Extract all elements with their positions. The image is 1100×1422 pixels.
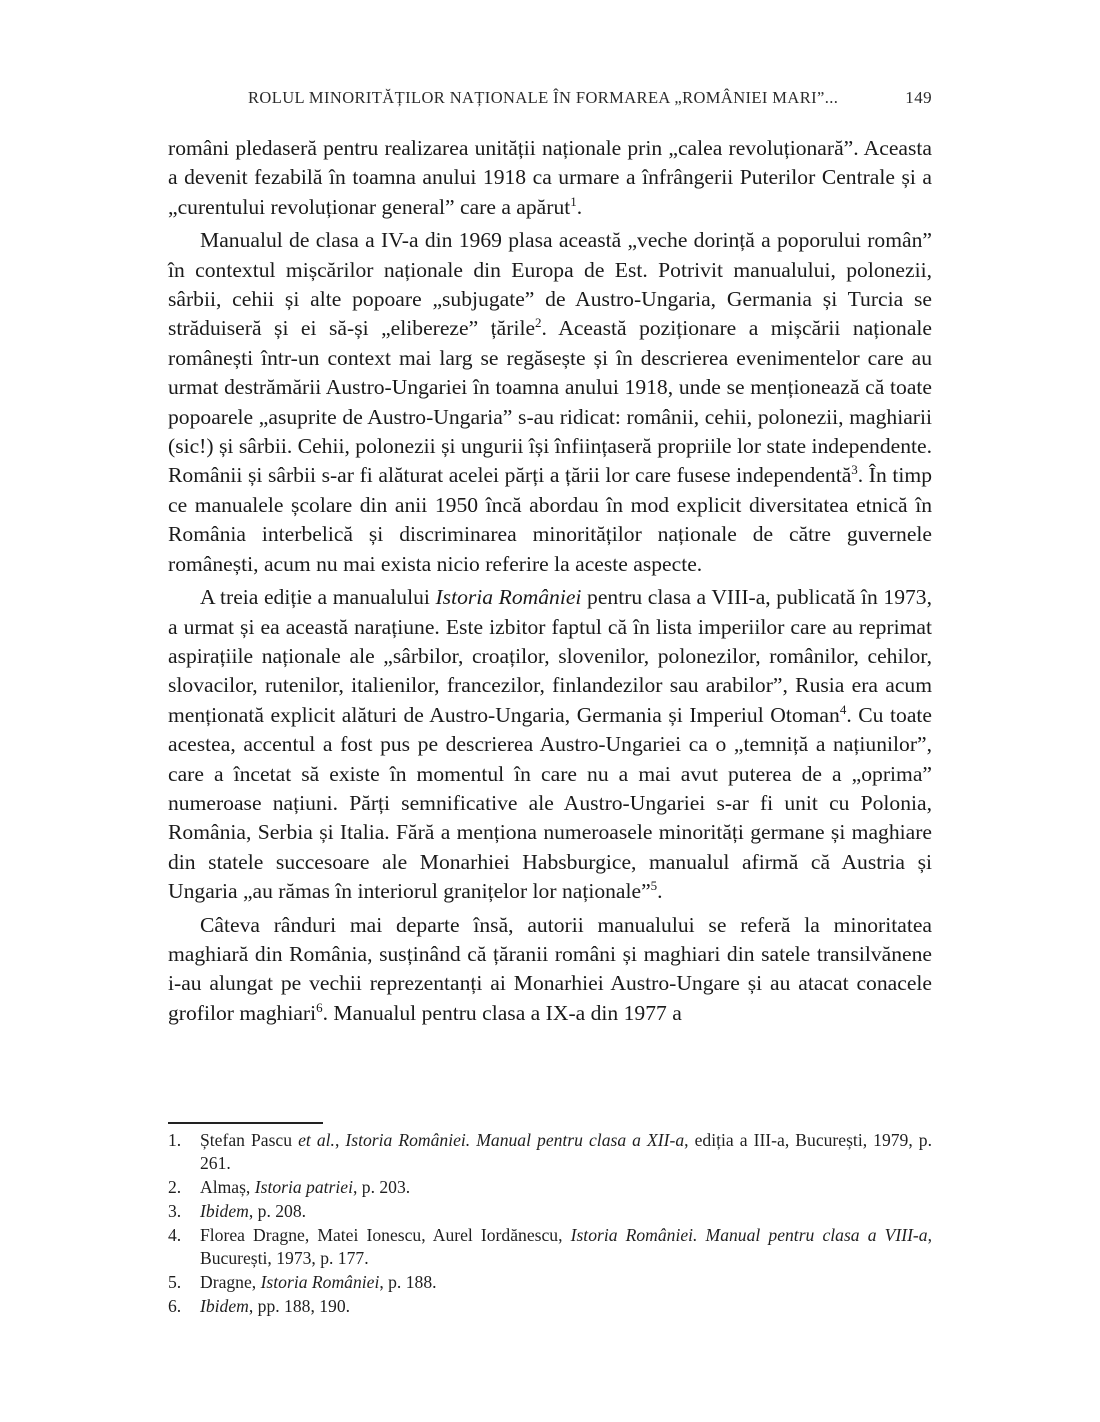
footnote-ref-4[interactable]: 4 <box>839 701 847 717</box>
footnote-ref-6[interactable]: 6 <box>316 999 323 1015</box>
paragraph-2: Manualul de clasa a IV-a din 1969 plasa această „veche dorință a poporului român” în contextul mișcărilor naționale din Europa de Est. Potrivit manualului, polonezii, sârbii, cehii și alte popoare „subjugate” de Austro-Ungaria, Germania și Turcia se străduiseră și ei să-și „elibereze” țările$^2$. Această poziționare a mișcării naționale românești într-un context mai larg se regăsește și în descrierea evenimentelor care au urmat destrămării Austro-Ungariei în toamna anului 1918, unde se menționează că toate popoarele „asuprite de Austro-Ungaria” s-au ridicat: românii, cehii, polonezii, maghiarii (sic!) și sârbii. Cehii, polonezii și ungurii își înființaseră propriile lor state independente. Românii și sârbii s-ar fi alăturat acelei părți a țării lor care fusese independentă$^3$. În timp ce manualele școlare din anii 1950 încă abordau în mod explicit diversitatea etnică în România interbelică și discriminarea minorităților naționale de către guvernele românești, acum nu mai exista nicio referire la aceste aspecte. <box>168 228 933 576</box>
footnote-ref-1[interactable]: 1 <box>570 193 577 209</box>
footnote-ref-2[interactable]: 2 <box>535 315 542 331</box>
footnote-1 <box>168 1129 932 1175</box>
paragraph-3: A treia ediție a manualului Istoria României pentru clasa a VIII-a, publicată în 1973, a urmat și ea această narațiune. Este izbitor faptul că în lista imperiilor care au reprimat aspirațiile naționale ale „sârbilor, croaților, slovenilor, polonezilor, românilor, cehilor, slovacilor, rutenilor, italienilor, francezilor, finlandezilor sau arabilor”, Rusia era acum menționată explicit alături de Austro-Ungaria, Germania și Imperiul Otoman$^4$. Cu toate acestea, accentul a fost pus pe descrierea Austro-Ungariei ca o „temniță a națiunilor”, care a încetat să existe în momentul în care nu a mai avut puterea de a „oprima” numeroase națiuni. Părți semnificative ale Austro-Ungariei s-ar fi unit cu Polonia, România, Serbia și Italia. Fără a menționa numeroasele minorități germane și maghiare din statele succesoare ale Monarhiei Habsburgice, manualul afirmă că Austria și Ungaria „au rămas în interiorul granițelor lor naționale”$^5$. <box>168 585 933 904</box>
paragraph-4: Câteva rânduri mai departe însă, autorii manualului se referă la minoritatea maghiară din România, susținând că țăranii români și maghiari din satele transilvănene i-au alungat pe vechii reprezentanți ai Monarhiei Austro-Ungare și au atacat conacele grofilor maghiari$^6$. Manualul pentru clasa a IX-a din 1977 a <box>168 912 932 1025</box>
footnote-number: 3. <box>168 1201 182 1221</box>
footnote-4 <box>168 1224 932 1270</box>
paragraph-1: români pledaseră pentru realizarea unității naționale prin „calea revoluționară”. Aceasta a devenit fezabilă în toamna anului 1918 ca urmare a înfrângerii Puterilor Centrale și a „curentului revoluționar general” care a apărut$^1$. <box>168 136 932 219</box>
main-text <box>168 134 932 1028</box>
footnote-text: Dragne, Istoria României, p. 188. <box>200 1272 437 1292</box>
footnote-6 <box>168 1295 932 1318</box>
footnote-divider <box>168 1122 323 1124</box>
footnote-text: Ibidem, p. 208. <box>200 1201 307 1221</box>
footnote-number: 5. <box>168 1272 182 1292</box>
page-number: 149 <box>905 88 932 107</box>
footnote-text: Ibidem, pp. 188, 190. <box>200 1296 351 1316</box>
footnote-text: Florea Dragne, Matei Ionescu, Aurel Iordănescu, Istoria României. Manual pentru clasa a VIII-a, București, 1973, p. 177. <box>200 1225 932 1268</box>
footnote-text: Ștefan Pascu et al., Istoria României. Manual pentru clasa a XII-a, ediția a III-a, București, 1979, p. 261. <box>200 1130 932 1173</box>
footnote-text: Almaș, Istoria patriei, p. 203. <box>200 1177 411 1197</box>
book-title: Istoria României <box>435 585 582 610</box>
footnote-number: 1. <box>168 1130 182 1150</box>
footnote-number: 2. <box>168 1177 182 1197</box>
footnote-2 <box>168 1176 932 1199</box>
footnote-number: 4. <box>168 1225 182 1245</box>
footnote-ref-5[interactable]: 5 <box>650 877 658 893</box>
footnote-3 <box>168 1200 932 1223</box>
running-title: ROLUL MINORITĂȚILOR NAȚIONALE ÎN FORMAREA „ROMÂNIEI MARI”... <box>248 88 839 107</box>
footnote-number: 6. <box>168 1296 182 1316</box>
footnote-ref-3[interactable]: 3 <box>851 462 858 478</box>
footnote-5 <box>168 1271 932 1294</box>
footnotes <box>168 1129 932 1319</box>
